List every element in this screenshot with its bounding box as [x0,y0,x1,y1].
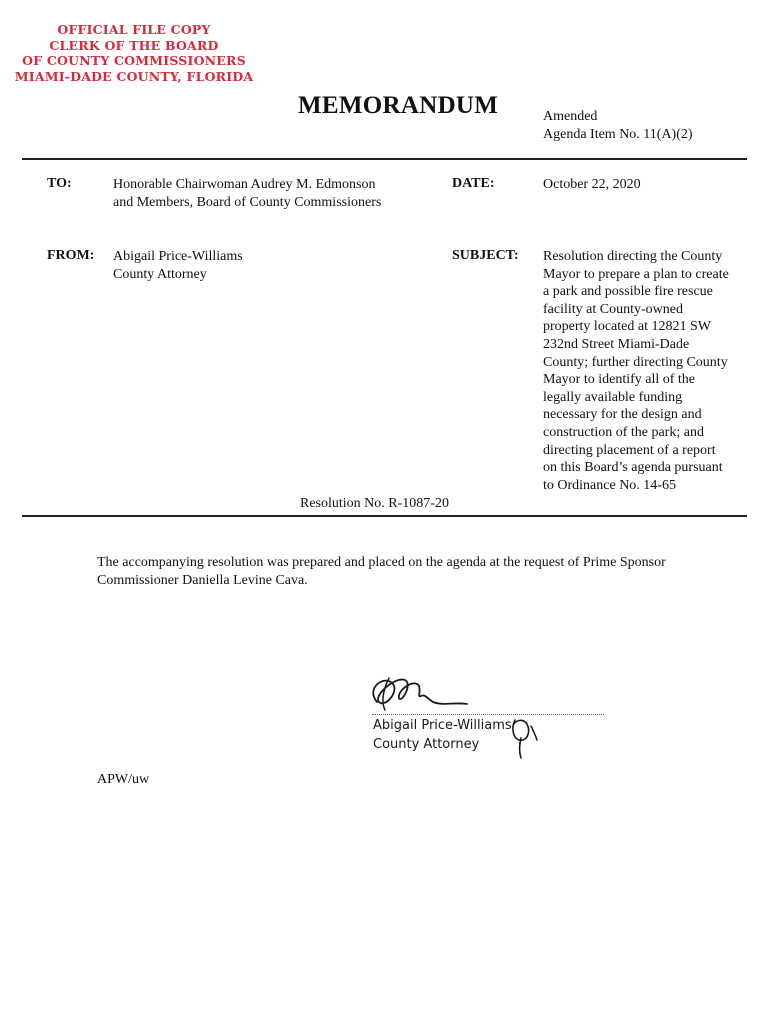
signature-title: County Attorney [373,737,480,752]
subject-line: County; further directing County [543,354,728,370]
subject-line: 232nd Street Miami-Dade [543,336,690,352]
subject-line: legally available funding [543,389,683,405]
to-label: TO: [47,176,72,191]
memo-title: MEMORANDUM [298,92,499,119]
amended-block [543,108,693,144]
subject-line: property located at 12821 SW [543,319,711,335]
subject-text [543,248,729,494]
date-value: October 22, 2020 [543,177,641,192]
amended-label: Amended [543,109,598,124]
official-file-copy-stamp [14,22,254,84]
subject-line: necessary for the design and [543,407,702,423]
subject-line: Mayor to identify all of the [543,372,696,388]
to-line: Honorable Chairwoman Audrey M. Edmonson [113,177,376,192]
signature-line [372,714,604,715]
body-line: Commissioner Daniella Levine Cava. [97,573,308,588]
to-line: and Members, Board of County Commissioners [113,194,382,210]
from-line: County Attorney [113,266,207,282]
header-divider [22,158,747,160]
stamp-line: MIAMI-DADE COUNTY, FLORIDA [14,68,254,84]
signature-name: Abigail Price-Williams [373,718,512,733]
subject-line: to Ordinance No. 14-65 [543,477,676,493]
stamp-line: OFFICIAL FILE COPY [57,22,211,37]
subject-line: a park and possible fire rescue [543,284,713,300]
from-line: Abigail Price-Williams [113,249,243,264]
subject-line: facility at County-owned [543,301,683,317]
date-label: DATE: [452,176,495,191]
subject-label: SUBJECT: [452,248,519,263]
subject-line: Resolution directing the County [543,249,723,264]
body-line: The accompanying resolution was prepared and placed on the agenda at the request of Prime Sponsor [97,555,666,570]
stamp-line: CLERK OF THE BOARD [49,37,219,53]
from-label: FROM: [47,248,95,263]
subject-line: Mayor to prepare a plan to create [543,266,729,282]
subject-line: on this Board’s agenda pursuant [543,460,723,476]
signature-block [373,716,512,754]
subject-line: directing placement of a report [543,442,716,458]
agenda-item-number: Agenda Item No. 11(A)(2) [543,127,693,142]
stamp-line: OF COUNTY COMMISSIONERS [22,53,246,68]
resolution-number: Resolution No. R-1087-20 [300,496,449,511]
to-recipients [113,176,381,211]
body-divider [22,515,747,517]
memo-body [97,554,717,590]
typist-initials: APW/uw [97,772,150,787]
subject-line: construction of the park; and [543,424,704,440]
from-sender [113,248,243,283]
